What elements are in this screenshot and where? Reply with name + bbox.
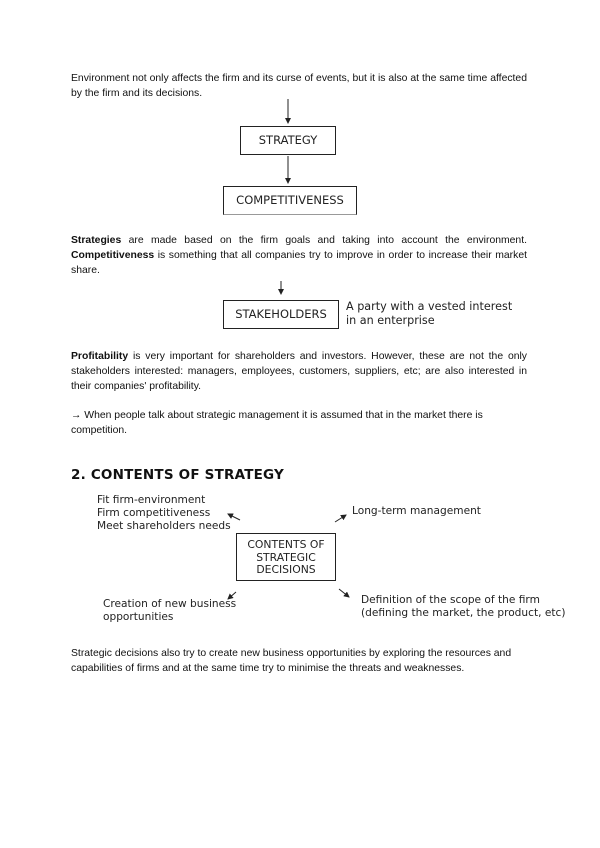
stakeholders-note (346, 300, 512, 328)
stakeholders-note-line1: A party with a vested interest (346, 300, 513, 313)
paragraph-strategies (71, 233, 527, 278)
section-title: 2. CONTENTS OF STRATEGY (71, 467, 284, 483)
profitability-term: Profitability (71, 351, 129, 362)
competitiveness-box: COMPETITIVENESS (223, 186, 357, 215)
bottom-left-line2: opportunities (103, 611, 174, 623)
competitiveness-term: Competitiveness (71, 250, 155, 261)
paragraph-competition: → When people talk about strategic management it is assumed that in the market there is competition. (71, 410, 483, 436)
bottom-right-line1: Definition of the scope of the firm (361, 594, 540, 606)
arrow-bottom-right (339, 589, 349, 597)
bottom-right-line2: (defining the market, the product, etc) (361, 607, 566, 619)
profitability-text: is very important for shareholders and investors. However, these are not the only stakeholders interested: managers, employees, customers, suppliers, etc; are also interested in their companies' profitability. (71, 351, 527, 392)
strategies-term: Strategies (71, 235, 122, 246)
contents-center-box (236, 533, 336, 581)
bottom-left-line1: Creation of new business (103, 598, 237, 610)
strategies-text: are made based on the firm goals and taking into account the environment. (121, 235, 527, 246)
arrow-top-right (335, 515, 346, 522)
top-left-line2: Firm competitiveness (97, 507, 211, 519)
top-left-line3: Meet shareholders needs (97, 520, 231, 532)
competitiveness-text: is something that all companies try to improve in order to increase their market share. (71, 250, 527, 276)
diagram-top-left-note (97, 494, 231, 533)
paragraph-closing: Strategic decisions also try to create new business opportunities by exploring the resources and capabilities of firms and at the same time try to minimise the threats and weaknesses. (71, 648, 512, 674)
diagram-bottom-left-note (103, 598, 236, 624)
diagram-bottom-right-note (361, 594, 565, 620)
paragraph-environment: Environment not only affects the firm and its curse of events, but it is also at the same time affected by the firm and its decisions. (71, 73, 527, 99)
stakeholders-box: STAKEHOLDERS (223, 300, 339, 329)
center-line1: CONTENTS OF (247, 538, 325, 551)
paragraph-profitability (71, 349, 527, 394)
center-line2: STRATEGIC (256, 550, 316, 564)
stakeholders-note-line2: in an enterprise (346, 314, 435, 327)
strategy-box: STRATEGY (240, 126, 336, 155)
diagram-top-right-note: Long-term management (352, 505, 481, 517)
center-line3: DECISIONS (256, 563, 316, 576)
top-left-line1: Fit firm-environment (97, 494, 206, 506)
